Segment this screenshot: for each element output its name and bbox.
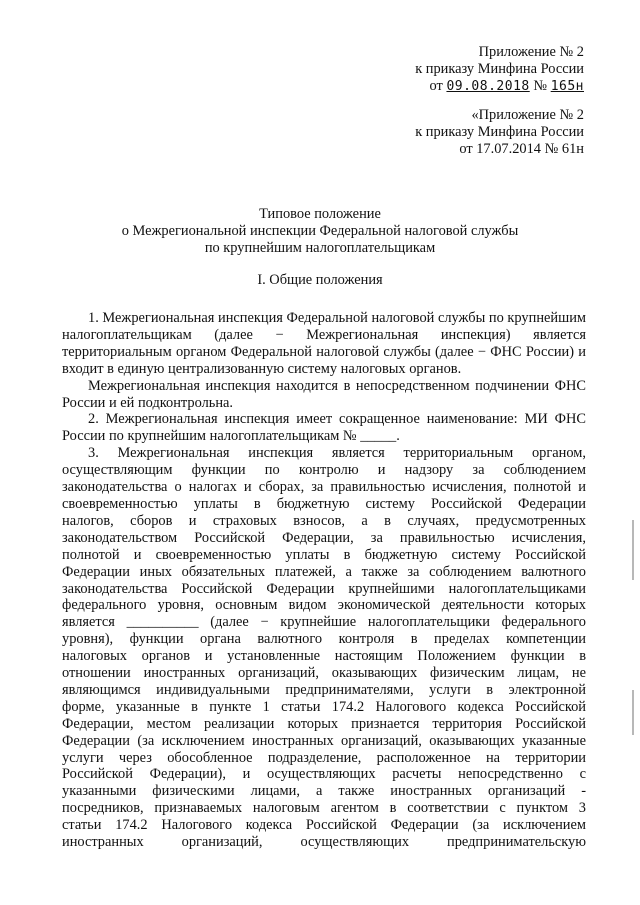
paragraph-3-line: форме, указанные в пункте 1 статьи 174.2 Налогового кодекса Российской (62, 698, 586, 715)
title-line-3: по крупнейшим налогоплательщикам (204, 239, 436, 256)
paragraph-3-line: осуществляющим функции по контролю и надзору за соблюдением (62, 462, 586, 479)
paragraph-3-line: отношении иностранных организаций, оказывающих физическим лицам, не (62, 665, 586, 682)
paragraph-3-line: Федерации иных обязательных платежей, а также за соблюдением валютного (62, 563, 586, 580)
paragraph-1-continued: Межрегиональная инспекция находится в непосредственном подчинении ФНС России и ей подконтрольна. (62, 377, 586, 411)
paragraph-3-line: посредников, признаваемых налоговым агентом в соответствии с пунктом 3 (62, 800, 586, 817)
paragraph-3-line: Федерации (за исключением иностранных организаций, оказывающих указанные (62, 732, 586, 749)
scan-edge-mark (632, 690, 634, 735)
title-line-2: о Межрегиональной инспекции Федеральной налоговой службы (121, 222, 519, 239)
appendix-order-date-line (415, 78, 584, 96)
paragraph-3-line: полнотой и своевременностью уплаты в бюджетную систему Российской (62, 546, 586, 563)
paragraph-3-line: Российской Федерации), и осуществляющих расчеты непосредственно с (62, 766, 586, 783)
quoted-appendix-order-ref: к приказу Минфина России (415, 123, 584, 140)
paragraph-3-line: законодательством Российской Федерации, за правильностью исчисления, (62, 529, 586, 546)
scan-edge-mark (632, 520, 634, 580)
section-heading: I. Общие положения (257, 272, 383, 288)
paragraph-3-line: являющимся индивидуальными предпринимателями, услуги в электронной (62, 681, 586, 698)
paragraph-3-line: своевременностью уплаты в бюджетную систему Российской Федерации (62, 495, 586, 512)
paragraph-3-line: статьи 174.2 Налогового кодекса Российской Федерации (за исключением (62, 817, 586, 834)
date-prefix: от (429, 77, 443, 94)
paragraph-3-line: законодательства о налогах и сборах, за правильностью исчисления, полнотой и (62, 479, 586, 496)
appendix-order-ref: к приказу Минфина России (415, 60, 584, 77)
paragraph-3-line: законодательства Российской Федерации крупнейшими налогоплательщиками (62, 580, 586, 597)
quoted-appendix-title: «Приложение № 2 (471, 106, 584, 123)
appendix-header (415, 44, 584, 157)
title-line-1: Типовое положение (259, 206, 381, 222)
paragraph-3-line: услуги через обособленное подразделение, расположенное на территории (62, 749, 586, 766)
paragraph-3-line: уровня), функции органа валютного контроля в пределах компетенции (62, 631, 586, 648)
number-sign: № (533, 77, 548, 94)
appendix-title: Приложение № 2 (478, 44, 584, 60)
paragraph-3-line: налогов, сборов и страховых взносов, а в случаях, предусмотренных (62, 512, 586, 529)
order-date-handwritten: 09.08.2018 (446, 78, 530, 94)
paragraph-1: 1. Межрегиональная инспекция Федеральной налоговой службы по крупнейшим налогоплательщикам (далее − Межрегиональная инспекция) является территориальным органом Федеральной налоговой службы (далее − ФНС России) и входит в единую централизованную систему налоговых органов. (62, 310, 586, 377)
paragraph-3-line: 3. Межрегиональная инспекция является территориальным органом, (88, 445, 586, 462)
paragraph-2: 2. Межрегиональная инспекция имеет сокращенное наименование: МИ ФНС России по крупнейшим налогоплательщикам № _____. (62, 411, 586, 445)
document-body (62, 310, 586, 851)
paragraph-3-line: Федерации, местом реализации которых признается территория Российской (62, 715, 586, 732)
order-number-handwritten: 165н (550, 78, 584, 94)
paragraph-3-line: налоговых органов и установленные настоящим Положением функции в (62, 648, 586, 665)
paragraph-3-line: иностранных организаций, осуществляющих предпринимательскую (62, 834, 586, 851)
paragraph-3-line: является __________ (далее − крупнейшие налогоплательщики федерального (62, 614, 586, 631)
document-title (0, 206, 640, 257)
paragraph-3-line: федерального уровня, основным видом экономической деятельности которых (62, 597, 586, 614)
paragraph-3-line: указанными физическими лицами, а также иностранных организаций - (62, 783, 586, 800)
paragraph-3 (62, 445, 586, 851)
quoted-appendix-order-date: от 17.07.2014 № 61н (459, 140, 584, 157)
